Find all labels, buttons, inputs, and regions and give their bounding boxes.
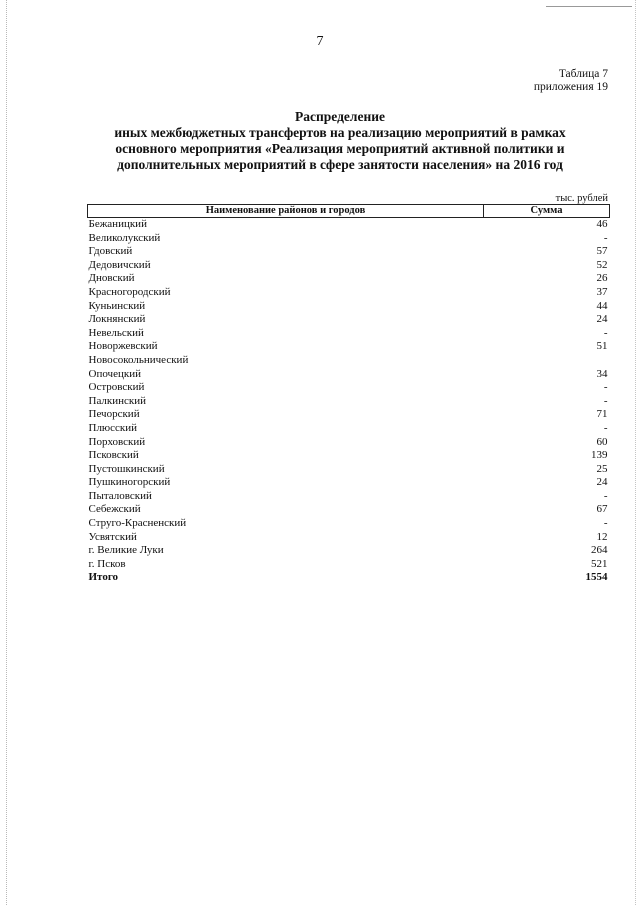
- table-row: [88, 286, 610, 300]
- district-sum: 25: [596, 462, 608, 475]
- district-name: Порховский: [88, 435, 146, 448]
- table-row: [88, 300, 610, 314]
- table-row: [88, 327, 610, 341]
- district-name: Палкинский: [88, 394, 147, 407]
- district-name: Дедовичский: [88, 258, 151, 271]
- table-row: [88, 313, 610, 327]
- table-row: [88, 354, 610, 368]
- district-name: Себежский: [88, 503, 141, 516]
- district-name: г. Псков: [88, 557, 126, 570]
- table-header-row: [88, 205, 610, 218]
- district-name: Невельский: [88, 326, 144, 339]
- table-row: [88, 449, 610, 463]
- table-row: [88, 422, 610, 436]
- table-reference: [534, 68, 608, 94]
- district-name: Струго-Красненский: [88, 517, 187, 530]
- total-row: [88, 571, 610, 585]
- district-name: Усвятский: [88, 530, 137, 543]
- district-name: Великолукский: [88, 231, 161, 244]
- table-row: [88, 503, 610, 517]
- heading-line-3: основного мероприятия «Реализация мероприятий активной политики и: [115, 141, 565, 156]
- district-name: Плюсский: [88, 421, 138, 434]
- table-row: [88, 340, 610, 354]
- scan-edge-left: [6, 0, 7, 905]
- table-row: [88, 436, 610, 450]
- district-sum: 34: [596, 367, 608, 380]
- district-sum: 37: [596, 285, 608, 298]
- table-row: [88, 259, 610, 273]
- table-row: [88, 531, 610, 545]
- district-sum: 264: [591, 544, 608, 557]
- district-sum: -: [603, 326, 608, 339]
- table-row: [88, 272, 610, 286]
- district-sum: 60: [596, 435, 608, 448]
- table-row: [88, 218, 610, 232]
- district-sum: 521: [591, 557, 608, 570]
- district-sum: 51: [596, 340, 608, 353]
- district-sum: [484, 354, 610, 368]
- heading-line-1: Распределение: [294, 109, 386, 124]
- table-row: [88, 517, 610, 531]
- district-name: Локнянский: [88, 313, 146, 326]
- table-body: [88, 218, 610, 586]
- column-header-name: Наименование районов и городов: [88, 205, 484, 218]
- district-sum: 139: [591, 449, 608, 462]
- district-name: Гдовский: [88, 245, 133, 258]
- page-number: 7: [316, 34, 324, 49]
- corner-mark: [546, 6, 632, 7]
- table-row: [88, 544, 610, 558]
- district-sum: -: [603, 489, 608, 502]
- table-row: [88, 408, 610, 422]
- district-sum: 71: [596, 408, 608, 421]
- district-sum: 57: [596, 245, 608, 258]
- district-name: Пушкиногорский: [88, 476, 171, 489]
- district-sum: 24: [596, 476, 608, 489]
- district-sum: -: [603, 381, 608, 394]
- total-sum: 1554: [585, 571, 608, 584]
- district-name: Пустошкинский: [88, 462, 165, 475]
- column-header-sum: Сумма: [484, 205, 610, 218]
- district-sum: 26: [596, 272, 608, 285]
- document-heading: [40, 109, 640, 173]
- district-sum: -: [603, 231, 608, 244]
- units-label: тыс. рублей: [555, 193, 608, 204]
- district-name: Красногородский: [88, 285, 171, 298]
- table-row: [88, 490, 610, 504]
- district-sum: -: [603, 517, 608, 530]
- table-ref-line-2: приложения 19: [533, 81, 608, 93]
- total-label: Итого: [88, 571, 119, 584]
- heading-line-2: иных межбюджетных трансфертов на реализацию мероприятий в рамках: [114, 125, 566, 140]
- district-name: Куньинский: [88, 299, 146, 312]
- district-sum: 12: [596, 530, 608, 543]
- district-name: Опочецкий: [88, 367, 141, 380]
- allocation-table: [87, 204, 610, 585]
- table-row: [88, 476, 610, 490]
- district-name: Пыталовский: [88, 489, 152, 502]
- district-sum: 67: [596, 503, 608, 516]
- table-row: [88, 395, 610, 409]
- table-row: [88, 368, 610, 382]
- district-name: г. Великие Луки: [88, 544, 164, 557]
- district-sum: 24: [596, 313, 608, 326]
- district-name: Островский: [88, 381, 145, 394]
- district-name: Новоржевский: [88, 340, 158, 353]
- district-name: Печорский: [88, 408, 140, 421]
- district-name: Бежаницкий: [88, 218, 147, 230]
- district-name: Новосокольнический: [88, 353, 189, 366]
- district-sum: 44: [596, 299, 608, 312]
- district-sum: -: [603, 394, 608, 407]
- district-name: Псковский: [88, 449, 139, 462]
- district-sum: -: [603, 421, 608, 434]
- table-row: [88, 381, 610, 395]
- district-name: Дновский: [88, 272, 135, 285]
- district-sum: 52: [596, 258, 608, 271]
- table-row: [88, 245, 610, 259]
- table-row: [88, 558, 610, 572]
- district-sum: 46: [596, 218, 608, 230]
- table-row: [88, 463, 610, 477]
- heading-line-4: дополнительных мероприятий в сфере занятости населения» на 2016 год: [117, 157, 563, 172]
- table-row: [88, 232, 610, 246]
- table-ref-line-1: Таблица 7: [558, 68, 608, 80]
